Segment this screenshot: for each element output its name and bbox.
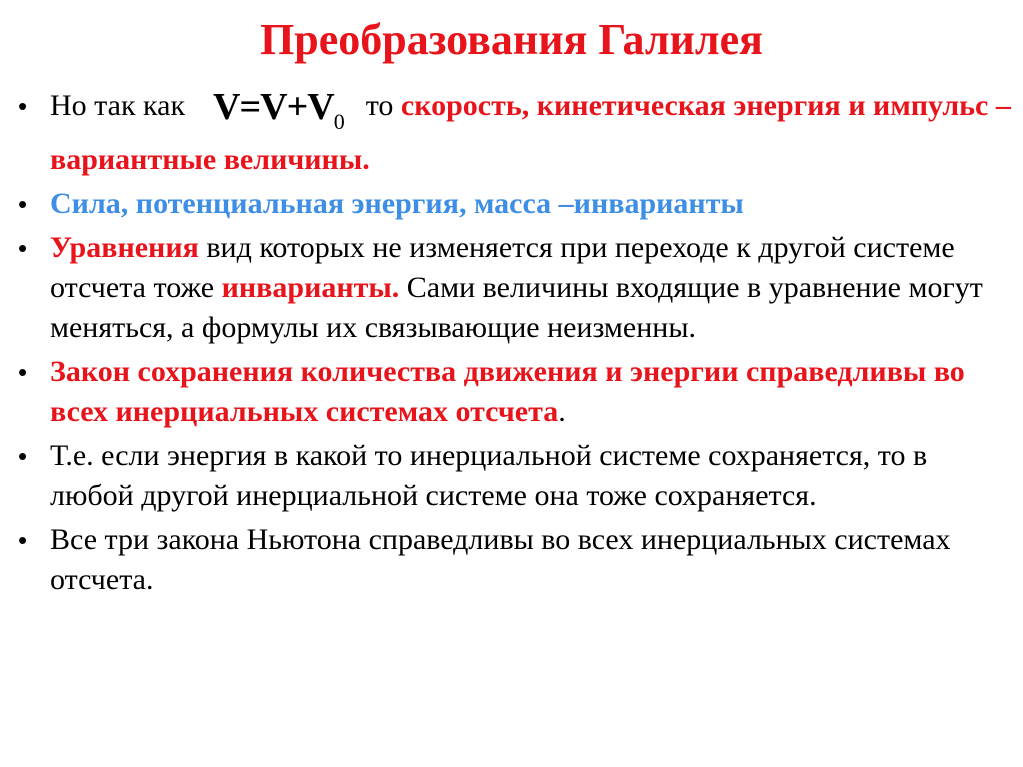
slide-title: Преобразования Галилея (260, 15, 763, 64)
highlight-red: Уравнения (50, 231, 199, 264)
bullet-marker: • (18, 233, 28, 263)
bullet-item-1 (18, 86, 1018, 180)
bullet-item-4 (18, 352, 1018, 432)
highlight-red: скорость, кинетическая энергия и импульс – вариантные величины. (50, 89, 1011, 176)
formula-subscript: 0 (333, 109, 344, 134)
bullet-item-3 (18, 228, 1018, 348)
bullet-list (18, 86, 1018, 604)
bullet-marker: • (18, 91, 28, 121)
item-text: вид которых не изменяется при переходе к другой системе отсчета тоже (50, 231, 955, 304)
bullet-item-6 (18, 520, 1018, 600)
highlight-blue: Сила, потенциальная энергия, масса –инварианты (50, 187, 744, 220)
bullet-item-2 (18, 184, 1018, 224)
bullet-marker: • (18, 525, 28, 555)
bullet-marker: • (18, 357, 28, 387)
item-text: Все три закона Ньютона справедливы во всех инерциальных системах отсчета. (50, 523, 951, 596)
item-text: то (365, 89, 401, 122)
bullet-marker: • (18, 189, 28, 219)
galilean-velocity-formula: $V=V+V_0$ (213, 86, 344, 134)
item-text: Но так как (50, 89, 186, 122)
bullet-item-5 (18, 436, 1018, 516)
item-text: Сами величины входящие в уравнение могут меняться, а формулы их связывающие неизменны. (50, 271, 983, 344)
highlight-red: Закон сохранения количества движения и энергии справедливы во всех инерциальных системах отсчета (50, 355, 965, 428)
bullet-marker: • (18, 441, 28, 471)
highlight-red: инварианты. (221, 271, 400, 304)
item-text: . (558, 395, 566, 428)
item-text: Т.е. если энергия в какой то инерциальной системе сохраняется, то в любой другой инерциальной системе она тоже сохраняется. (50, 439, 928, 512)
